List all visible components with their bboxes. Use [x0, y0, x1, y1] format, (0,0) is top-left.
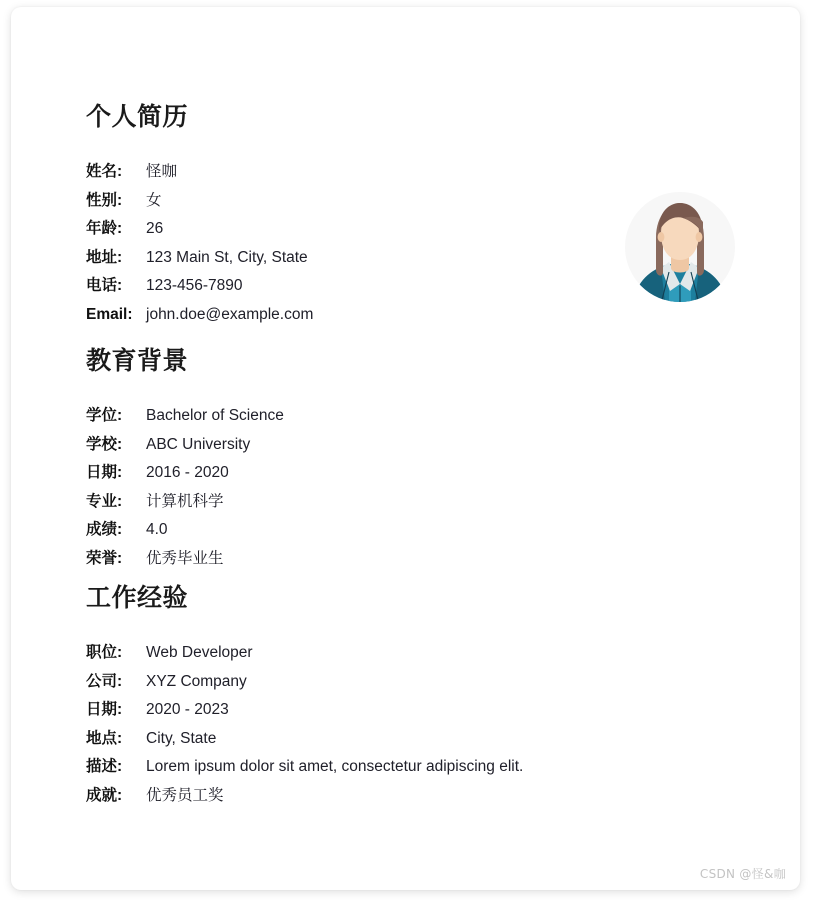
field-value-gender: 女	[146, 191, 162, 209]
field-label-achievement: 成就:	[86, 786, 123, 804]
field-value-edu-date: 2016 - 2020	[146, 464, 229, 482]
field-row-company	[86, 668, 523, 697]
field-row-work-date	[86, 696, 523, 725]
field-row-phone	[86, 272, 313, 301]
field-value-degree: Bachelor of Science	[146, 407, 284, 424]
field-row-position	[86, 639, 523, 668]
field-row-location	[86, 725, 523, 754]
avatar	[614, 181, 746, 313]
field-row-major	[86, 488, 284, 517]
field-list-work	[86, 639, 523, 811]
field-value-work-date: 2020 - 2023	[146, 701, 229, 719]
field-label-phone: 电话:	[86, 277, 123, 295]
field-row-edu-date	[86, 459, 284, 488]
person-avatar-icon	[625, 192, 735, 302]
field-value-school: ABC University	[146, 435, 251, 453]
field-row-honors	[86, 545, 284, 574]
field-value-phone: 123-456-7890	[146, 277, 243, 295]
field-list-education	[86, 402, 284, 574]
avatar-circle	[625, 192, 735, 302]
field-label-edu-date: 日期:	[86, 464, 123, 482]
field-value-major: 计算机科学	[146, 492, 224, 510]
resume-card	[11, 7, 800, 890]
field-label-age: 年龄:	[86, 220, 123, 238]
section-title-education: 教育背景	[86, 347, 189, 375]
field-label-degree: 学位:	[86, 407, 123, 424]
field-label-location: 地点:	[86, 729, 123, 747]
field-list-profile	[86, 158, 313, 330]
field-value-gpa: 4.0	[146, 521, 168, 539]
field-row-name	[86, 158, 313, 187]
field-label-school: 学校:	[86, 435, 123, 453]
field-row-school	[86, 431, 284, 460]
field-label-description: 描述:	[86, 758, 123, 776]
field-label-honors: 荣誉:	[86, 549, 123, 567]
field-value-age: 26	[146, 220, 164, 238]
field-value-email: john.doe@example.com	[146, 305, 314, 323]
field-label-address: 地址:	[86, 248, 123, 266]
field-row-description	[86, 753, 523, 782]
field-label-work-date: 日期:	[86, 701, 123, 719]
field-label-major: 专业:	[86, 492, 123, 510]
field-row-gpa	[86, 516, 284, 545]
field-value-address: 123 Main St, City, State	[146, 248, 308, 266]
field-row-gender	[86, 187, 313, 216]
field-row-achievement	[86, 782, 523, 811]
field-value-company: XYZ Company	[146, 672, 247, 690]
field-row-address	[86, 244, 313, 273]
section-title-work: 工作经验	[86, 584, 189, 612]
field-value-position: Web Developer	[146, 644, 253, 661]
field-row-age	[86, 215, 313, 244]
field-row-degree	[86, 402, 284, 431]
field-label-gpa: 成绩:	[86, 521, 123, 539]
field-label-name: 姓名:	[86, 163, 123, 180]
field-value-honors: 优秀毕业生	[146, 549, 224, 567]
field-value-location: City, State	[146, 729, 217, 747]
field-row-email	[86, 301, 313, 330]
field-label-email: Email:	[86, 305, 133, 323]
field-value-achievement: 优秀员工奖	[146, 786, 224, 804]
field-value-description: Lorem ipsum dolor sit amet, consectetur adipiscing elit.	[146, 758, 524, 776]
section-title-profile: 个人简历	[86, 103, 189, 131]
field-label-company: 公司:	[86, 672, 123, 690]
field-label-gender: 性别:	[86, 191, 123, 209]
resume-card-inner	[11, 7, 800, 890]
field-label-position: 职位:	[86, 644, 123, 661]
csdn-watermark: CSDN @怪&咖	[699, 867, 786, 881]
field-value-name: 怪咖	[146, 163, 178, 180]
